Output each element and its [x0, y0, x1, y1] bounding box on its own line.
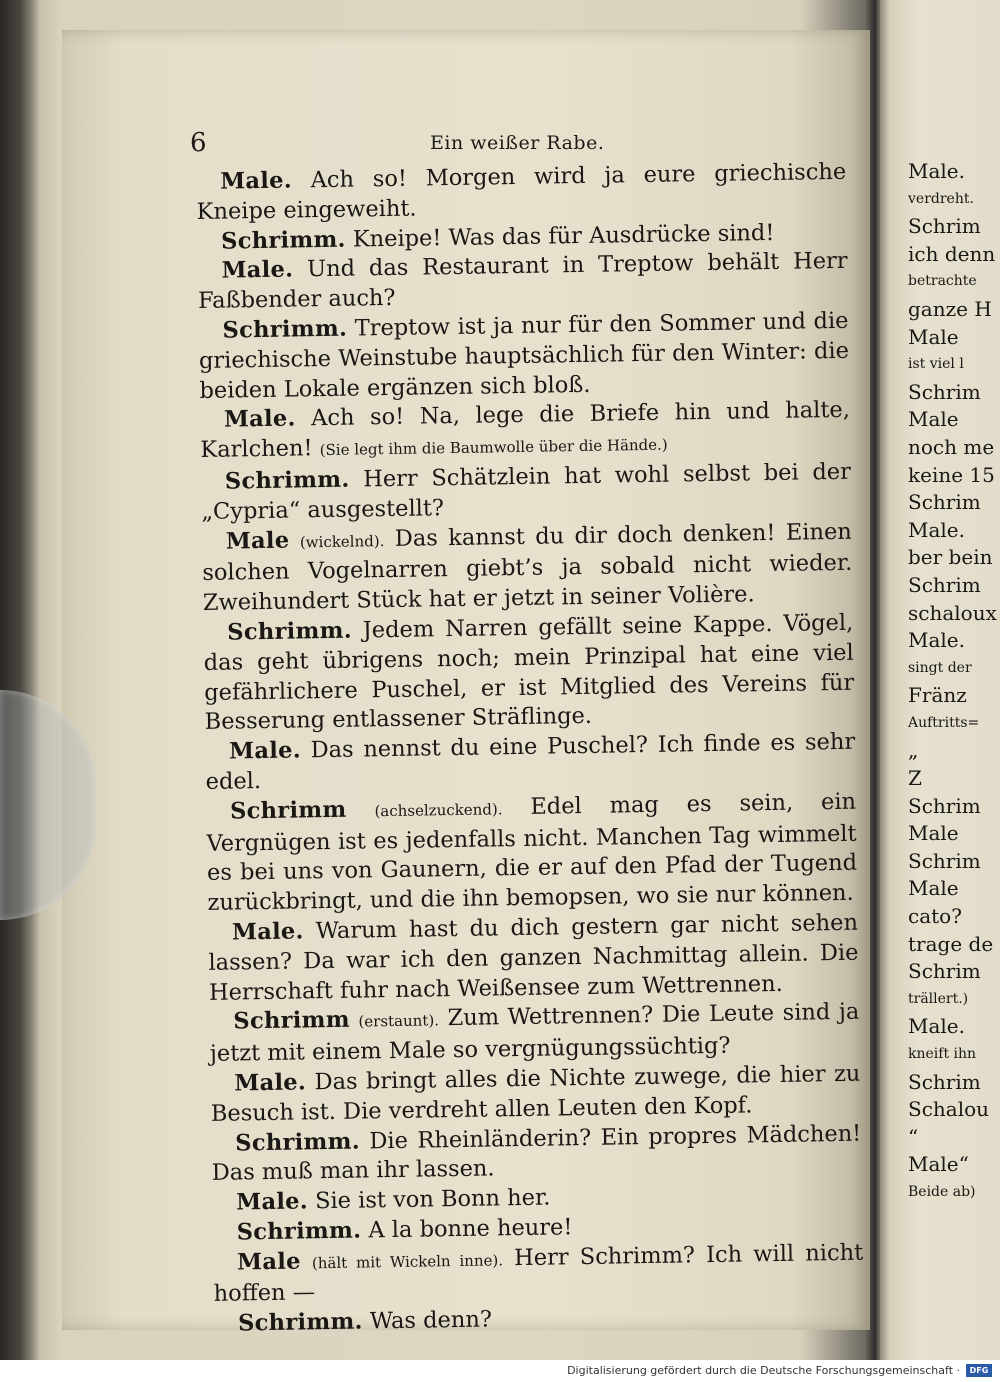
stage-direction: (hält mit Wickeln inne).: [311, 1251, 504, 1272]
right-page-line: Male.: [908, 1014, 965, 1039]
spoken-line: Edel mag es sein, ein Vergnügen ist es jedenfalls nicht. Manchen Tag wimmelt es bei uns von Gaunern, die er auf den Pfad der Tugend zurückbringt, und die ihn bemopsen, wo sie nur können.: [206, 788, 858, 917]
right-page-line: „: [908, 738, 919, 763]
speaker-name: Schrimm.: [220, 226, 346, 255]
spoken-line: Sie ist von Bonn her.: [314, 1184, 551, 1215]
dialogue-paragraph: [201, 458, 852, 528]
right-page-line: ich denn: [908, 241, 996, 266]
spoken-line: Jedem Narren gefällt seine Kappe. Vögel, das geht übrigens noch; mein Prinzipal hat eine viel gefährlichere Puschel, er ist Mitglied des Vereins für Besserung entlassener Sträflinge.: [203, 609, 855, 736]
dialogue-paragraph: [206, 787, 858, 918]
dialogue-paragraph: [198, 307, 849, 407]
dialogue-paragraph: [211, 1119, 862, 1189]
right-page-line: Schalou: [908, 1097, 990, 1122]
dialogue-paragraph: [205, 728, 856, 798]
right-page-line: ganze H: [908, 296, 992, 321]
speaker-name: Schrimm.: [222, 315, 348, 344]
right-page-line: trällert.): [908, 990, 969, 1007]
spoken-line: Die Rheinländerin? Ein propres Mädchen! Das muß man ihr lassen.: [211, 1120, 862, 1187]
dialogue-paragraph: [208, 909, 859, 1009]
right-page-line: ber bein: [908, 545, 993, 570]
dialogue-paragraph: [213, 1238, 864, 1310]
dialogue-paragraph: [196, 158, 847, 228]
right-page-line: “: [908, 1124, 919, 1149]
right-page-line: Z: [908, 766, 922, 791]
right-page-line: Male: [908, 876, 959, 901]
spoken-line: Herr Schätzlein hat wohl selbst bei der „Cypria“ ausgestellt?: [201, 458, 852, 525]
right-page-line: Male“: [908, 1152, 969, 1177]
spoken-line: Das bringt alles die Nichte zuwege, die hier zu Besuch ist. Die verdreht allen Leuten den Kopf.: [210, 1060, 861, 1127]
dfg-logo: DFG: [966, 1364, 992, 1377]
speaker-name: Male.: [231, 918, 304, 946]
spoken-line: Kneipe! Was das für Ausdrücke sind!: [352, 219, 775, 253]
spoken-line: Das nennst du eine Puschel? Ich finde es sehr edel.: [205, 728, 856, 795]
spoken-line: A la bonne heure!: [368, 1214, 573, 1244]
right-page-line: singt der: [908, 659, 972, 676]
right-page-line: Schrim: [908, 214, 981, 239]
speaker-name: Male: [225, 527, 290, 555]
right-page-line: Fränz: [908, 683, 967, 708]
speaker-name: Schrimm.: [236, 1217, 362, 1246]
dialogue-text: [196, 158, 864, 1340]
dialogue-paragraph: [197, 247, 848, 317]
right-page-line: Schrim: [908, 1069, 981, 1094]
right-page-text-fragments: [908, 158, 1000, 1207]
speaker-name: Schrimm.: [237, 1308, 363, 1337]
speaker-name: Male: [236, 1248, 301, 1276]
dialogue-paragraph: [210, 1060, 861, 1130]
right-page-line: Schrim: [908, 959, 981, 984]
spoken-line: Und das Restaurant in Treptow behält Herr Faßbender auch?: [197, 248, 848, 315]
spoken-line: Warum hast du dich gestern gar nicht sehen lassen? Da war ich den ganzen Nachmittag allein. Die Herrschaft fuhr nach Weißensee zum Wettrennen.: [208, 909, 859, 1006]
speaker-name: Male.: [220, 167, 293, 195]
right-page-line: Male.: [908, 628, 965, 653]
page-header: [190, 128, 840, 162]
right-page-line: betrachte: [908, 273, 977, 290]
speaker-name: Male.: [228, 737, 302, 765]
stage-direction: (achselzuckend).: [374, 800, 503, 821]
right-page-line: verdreht.: [908, 190, 974, 207]
speaker-name: Male.: [234, 1069, 307, 1097]
spoken-line: Ach so! Morgen wird ja eure griechische Kneipe eingeweiht.: [196, 158, 847, 225]
speaker-name: Schrimm.: [235, 1128, 361, 1157]
speaker-name: Schrimm.: [227, 617, 353, 646]
right-page-line: Schrim: [908, 572, 981, 597]
dialogue-paragraph: [203, 609, 855, 738]
speaker-name: Male.: [236, 1188, 309, 1216]
right-page-line: Schrim: [908, 379, 981, 404]
spoken-line: Was denn?: [369, 1306, 493, 1335]
dialogue-paragraph: [209, 998, 860, 1070]
right-page-line: cato?: [908, 904, 962, 929]
right-page-line: Auftritts=: [908, 714, 980, 731]
stage-direction: (wickelnd).: [299, 531, 385, 551]
footer-bar: [0, 1360, 1000, 1382]
dialogue-paragraph: [202, 517, 853, 619]
spoken-line: Zum Wettrennen? Die Leute sind ja jetzt mit einem Male so vergnügungssüchtig?: [209, 998, 860, 1067]
right-page-line: ist viel l: [908, 356, 964, 373]
dialogue-paragraph: [200, 396, 851, 468]
right-page-line: Beide ab): [908, 1183, 976, 1200]
right-page-line: Male: [908, 407, 959, 432]
spoken-line: Treptow ist ja nur für den Sommer und die griechische Weinstube hauptsächlich für den Winter: die beiden Lokale ergänzen sich bloß.: [198, 307, 850, 404]
right-page-line: schaloux: [908, 600, 997, 625]
right-page-line: Schrim: [908, 848, 981, 873]
right-page-line: Male.: [908, 159, 965, 183]
running-title: Ein weißer Rabe.: [430, 132, 605, 154]
right-page-line: Male: [908, 821, 959, 846]
speaker-name: Schrimm: [229, 796, 347, 825]
speaker-name: Male.: [223, 405, 296, 433]
right-page-line: Male.: [908, 517, 965, 542]
right-page-line: keine 15: [908, 462, 995, 487]
speaker-name: Schrimm.: [224, 466, 350, 495]
stage-direction: (erstaunt).: [358, 1011, 440, 1031]
right-page-line: trage de: [908, 931, 994, 956]
spoken-line: Das kannst du dir doch denken! Einen solchen Vogelnarren giebt’s ja sobald nicht wieder. Zweihundert Stück hat er jetzt in seiner Volière.: [202, 518, 853, 617]
right-page-line: kneift ihn: [908, 1046, 977, 1062]
spoken-line: Ach so! Na, lege die Briefe hin und halte, Karlchen!: [200, 397, 851, 464]
speaker-name: Male.: [221, 256, 294, 284]
right-page-line: Schrim: [908, 793, 981, 818]
right-page-line: Schrim: [908, 490, 981, 515]
funding-credit: Digitalisierung gefördert durch die Deutsche Forschungsgemeinschaft ·: [567, 1364, 960, 1377]
page-number: 6: [190, 128, 207, 158]
speaker-name: Schrimm: [233, 1007, 351, 1035]
right-page-line: noch me: [908, 434, 995, 459]
stage-direction: (Sie legt ihm die Baumwolle über die Hände.): [319, 435, 668, 460]
spoken-line: Herr Schrimm? Ich will nicht hoffen —: [213, 1239, 864, 1308]
right-page-line: Male: [908, 324, 959, 349]
